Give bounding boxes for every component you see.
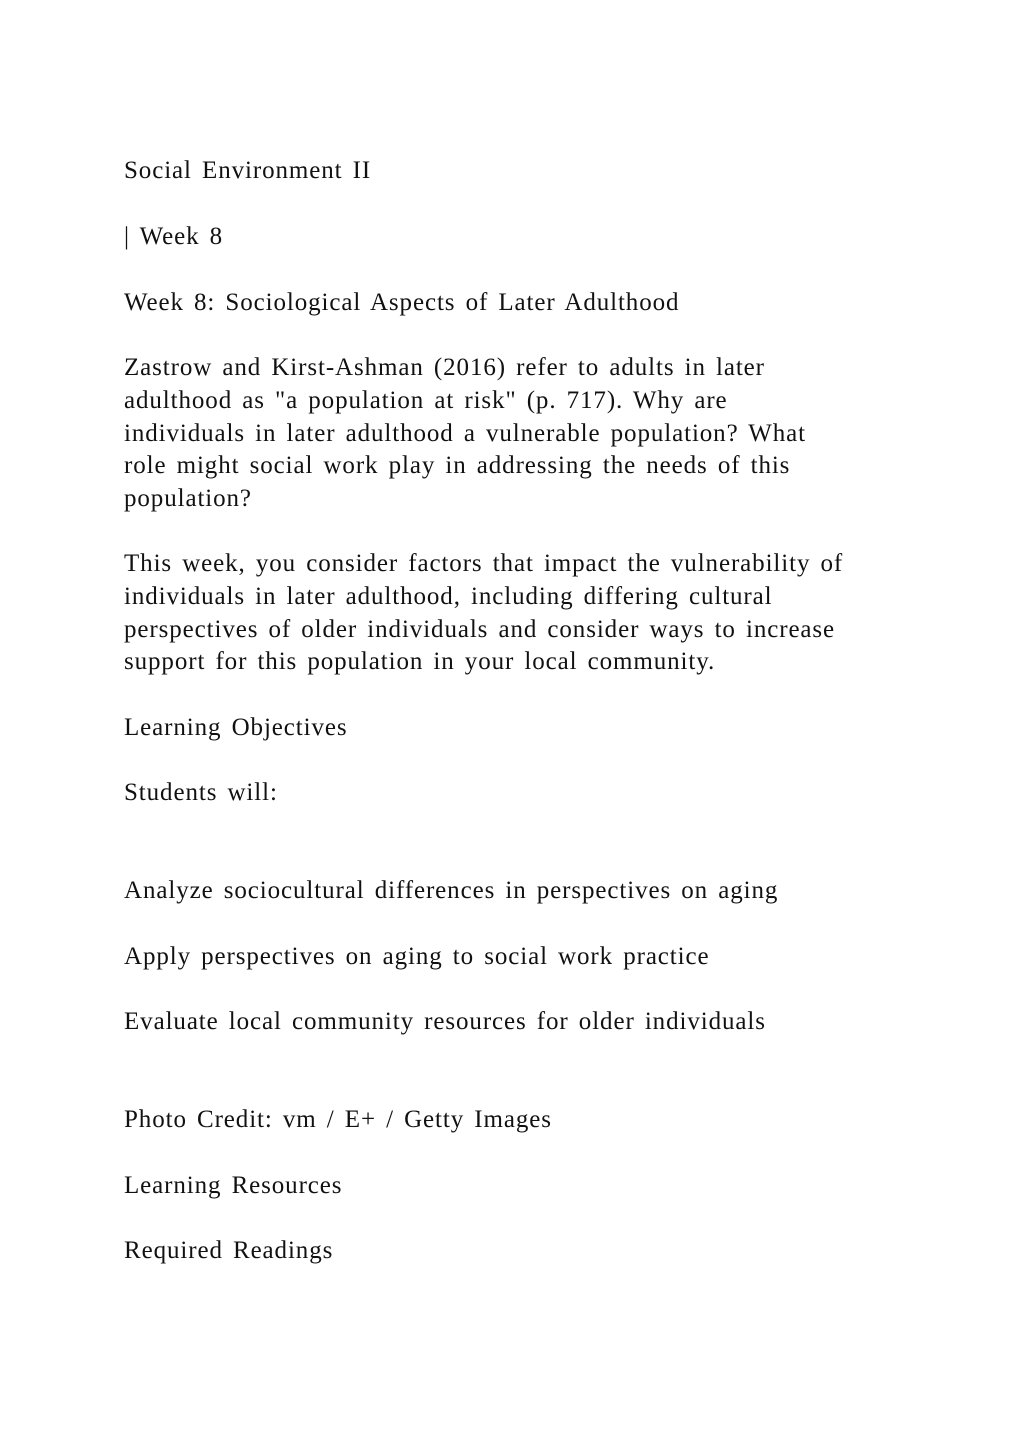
objectives-heading: Learning Objectives [124, 714, 348, 741]
intro-line: individuals in later adulthood a vulnerable population? What [124, 420, 807, 447]
course-title: Social Environment II [124, 157, 372, 184]
overview-line: support for this population in your local community. [124, 648, 716, 675]
overview-line: This week, you consider factors that impact the vulnerability of [124, 550, 844, 577]
resources-heading: Learning Resources [124, 1172, 343, 1199]
overview-line: perspectives of older individuals and consider ways to increase [124, 616, 836, 643]
photo-credit: Photo Credit: vm / E+ / Getty Images [124, 1106, 552, 1133]
intro-line: Zastrow and Kirst-Ashman (2016) refer to adults in later [124, 354, 765, 381]
week-title: Week 8: Sociological Aspects of Later Adulthood [124, 289, 680, 316]
objectives-intro: Students will: [124, 779, 278, 806]
week-header: | Week 8 [124, 223, 224, 250]
overview-line: individuals in later adulthood, including differing cultural [124, 583, 773, 610]
objective-item: Apply perspectives on aging to social work practice [124, 943, 710, 970]
objective-item: Analyze sociocultural differences in perspectives on aging [124, 877, 779, 904]
intro-line: population? [124, 485, 252, 512]
readings-heading: Required Readings [124, 1237, 334, 1264]
objective-item: Evaluate local community resources for older individuals [124, 1008, 766, 1035]
intro-line: adulthood as "a population at risk" (p. 717). Why are [124, 387, 728, 414]
intro-line: role might social work play in addressing the needs of this [124, 452, 791, 479]
